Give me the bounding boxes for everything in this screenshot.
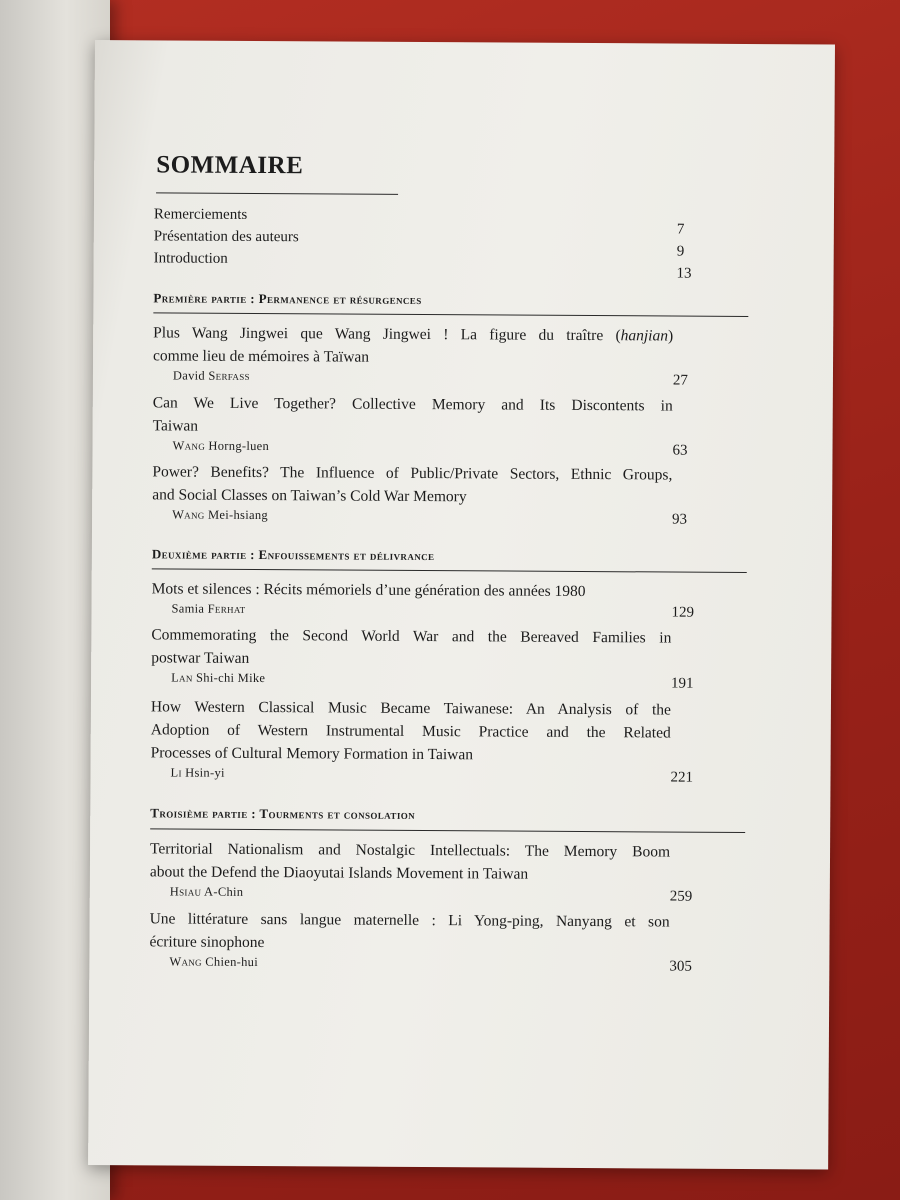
front-matter-item: Présentation des auteurs [153,228,299,246]
front-matter-page-number: 9 [676,243,685,260]
entry-title [151,623,671,672]
front-matter-pages [676,222,716,288]
entry-title-line: Commemorating the Second World War and the Bereaved Families in [151,626,672,647]
entry-title-line: Mots et silences : Récits mémoriels d’une génération des années 1980 [151,580,586,601]
author-first-name: Hsin-yi [181,765,225,780]
author-first-name: Chien-hui [201,954,259,970]
contents-page [88,40,835,1169]
entry-title-line: Une littérature sans langue maternelle : Li Yong-ping, Nanyang et son [149,910,670,931]
entry-title [152,577,672,603]
author-last-name: Wang [172,507,205,522]
toc-entry [151,623,671,688]
part-divider [150,828,745,833]
author-first-name: A-Chin [201,884,244,899]
entry-title-line: Taiwan [152,417,199,435]
entry-title-line: Power? Benefits? The Influence of Public/Private Sectors, Ethnic Groups, [152,463,673,484]
part-heading: Troisième partie : Tourments et consolation [150,805,416,822]
entry-author [171,601,671,619]
entry-title-line: Adoption of Western Instrumental Music Practice and the Related [150,721,671,742]
entry-author [172,507,672,525]
entry-title [151,695,671,767]
entry-title-line: Processes of Cultural Memory Formation in Taiwan [150,744,474,764]
author-first-name: Horng-luen [204,438,270,454]
entry-title [153,391,673,440]
page-title: SOMMAIRE [156,151,304,180]
entry-title-line: Can We Live Together? Collective Memory and Its Discontents in [152,394,673,415]
entry-page-number: 129 [671,604,695,621]
part-heading: Deuxième partie : Enfouissements et délivrance [151,546,435,564]
author-last-name: Wang [169,954,202,969]
entry-page-number: 191 [671,675,694,692]
entry-page-number: 221 [670,769,694,786]
author-last-name: Li [170,765,182,780]
toc-entry [151,577,671,619]
toc-entry [152,460,672,525]
entry-title-line: écriture sinophone [149,933,265,952]
author-first-name: David [172,368,209,383]
author-last-name: Lan [171,670,193,685]
entry-author [171,670,671,688]
entry-author [170,765,670,783]
toc-entry [149,907,669,972]
entry-title [150,837,670,886]
entry-author [172,438,672,456]
author-last-name: Ferhat [207,601,246,616]
part-divider [153,312,748,317]
entry-author [169,954,669,972]
entry-title-line: and Social Classes on Taiwan’s Cold War Memory [152,486,467,506]
entry-page-number: 27 [672,372,688,389]
front-matter-page-number: 7 [676,221,685,238]
front-matter-list [154,206,714,275]
entry-page-number: 305 [669,958,692,975]
entry-title-line: comme lieu de mémoires à Taïwan [153,347,370,366]
entry-author [173,368,673,386]
entry-title-line: How Western Classical Music Became Taiwanese: An Analysis of the [150,698,671,719]
entry-title [153,321,673,370]
front-matter-page-number: 13 [676,265,692,282]
entry-title-line: postwar Taiwan [151,649,250,667]
author-first-name: Mei-hsiang [204,507,269,523]
toc-entry [152,391,672,456]
author-last-name: Hsiau [169,884,202,899]
toc-entry [153,321,673,386]
title-divider [156,192,398,194]
front-matter-item: Introduction [153,250,228,267]
part-heading: Première partie : Permanence et résurgences [153,290,422,308]
entry-title-line: about the Defend the Diaoyutai Islands Movement in Taiwan [149,863,529,883]
entry-title [152,460,672,509]
front-matter-item: Remerciements [153,206,248,223]
entry-page-number: 259 [669,888,693,905]
toc-entry [150,837,670,902]
italic-term: hanjian [620,327,669,345]
entry-author [170,884,670,902]
entry-title-line: Plus Wang Jingwei que Wang Jingwei ! La figure du traître (hanjian) [153,324,674,345]
entry-title [149,907,669,956]
entry-title-line: Territorial Nationalism and Nostalgic Intellectuals: The Memory Boom [150,840,671,861]
toc-entry [150,695,671,783]
author-last-name: Serfass [208,368,250,383]
author-last-name: Wang [172,438,206,453]
part-divider [152,568,747,573]
entry-page-number: 63 [672,442,688,459]
entry-page-number: 93 [672,511,688,528]
author-first-name: Shi-chi Mike [192,670,266,686]
author-first-name: Samia [171,601,208,616]
